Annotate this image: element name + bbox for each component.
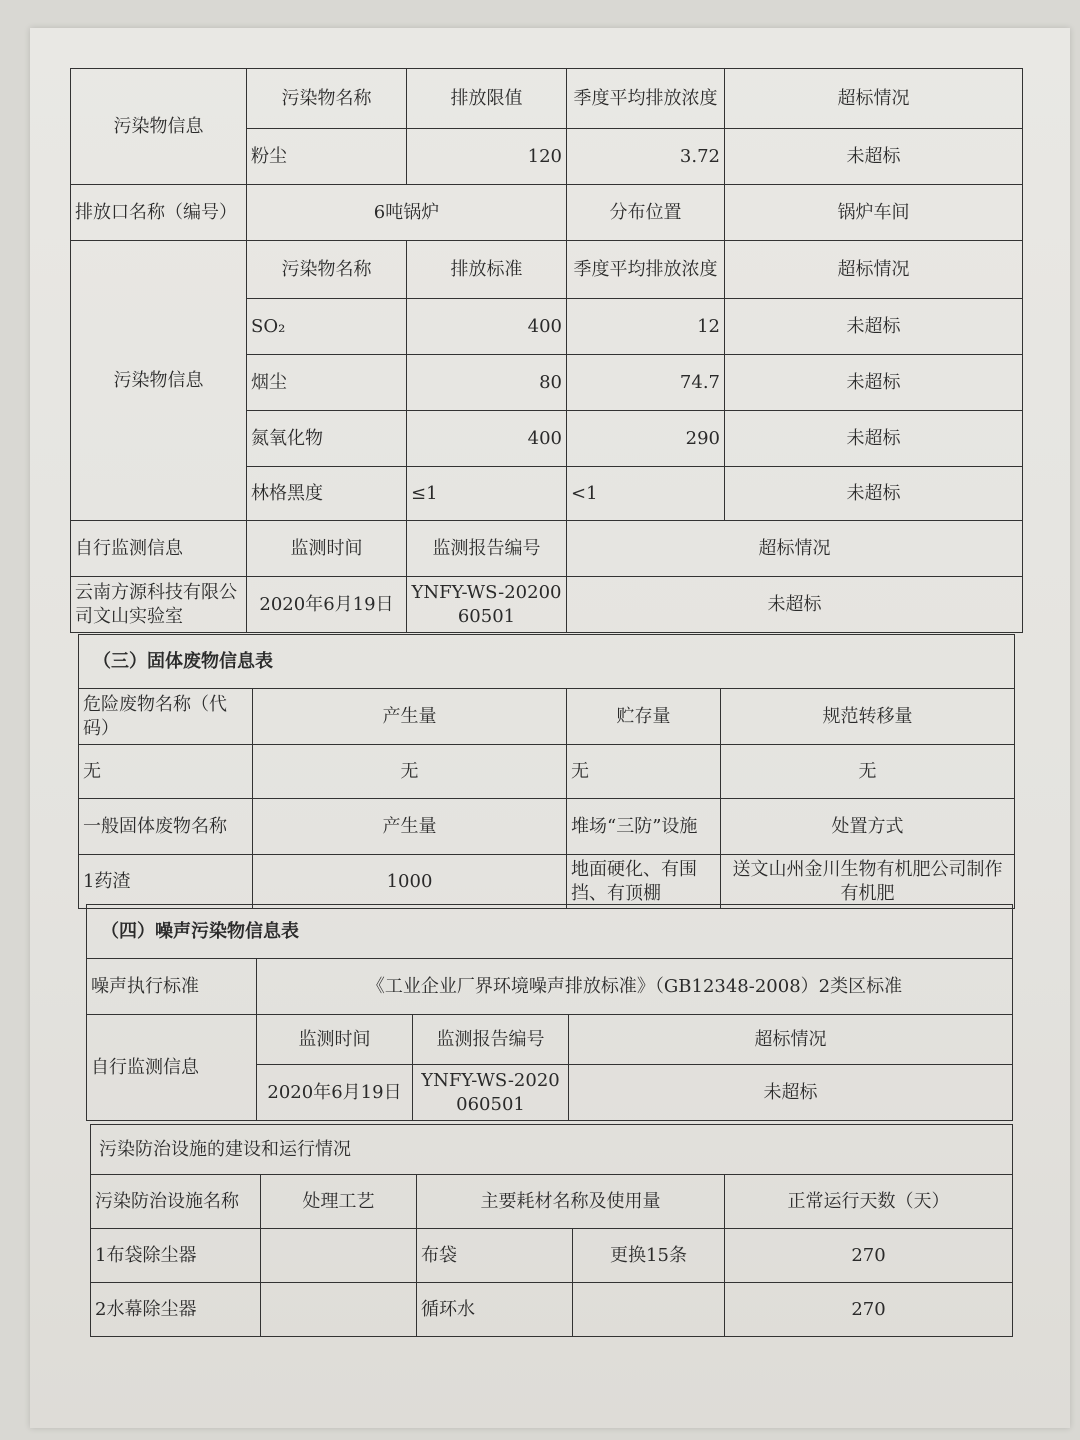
header-monitor-time: 监测时间 [247, 521, 407, 577]
header-limit: 排放限值 [407, 69, 567, 129]
pollutant-name: 烟尘 [247, 355, 407, 411]
exceed-status: 未超标 [569, 1065, 1013, 1121]
facility-name: 1布袋除尘器 [91, 1229, 261, 1283]
emission-standard: ≤1 [407, 467, 567, 521]
exceed-status: 未超标 [725, 299, 1023, 355]
air-emission-table [70, 68, 1023, 633]
facility-usage: 更换15条 [573, 1229, 725, 1283]
facility-material: 循环水 [417, 1283, 573, 1337]
general-waste-name: 1药渣 [79, 855, 253, 909]
quarter-avg: <1 [567, 467, 725, 521]
facility-name: 2水幕除尘器 [91, 1283, 261, 1337]
pollutant-info-label: 污染物信息 [71, 241, 247, 521]
emission-standard: 400 [407, 411, 567, 467]
table-row [79, 745, 1015, 799]
header-output: 产生量 [253, 799, 567, 855]
header-pollutant-name: 污染物名称 [247, 241, 407, 299]
pollutant-name: SO₂ [247, 299, 407, 355]
header-general-waste-name: 一般固体废物名称 [79, 799, 253, 855]
header-quarter-avg: 季度平均排放浓度 [567, 241, 725, 299]
table-row [91, 1283, 1013, 1337]
header-monitor-time: 监测时间 [257, 1015, 413, 1065]
table-row [79, 855, 1015, 909]
monitor-date: 2020年6月19日 [257, 1065, 413, 1121]
exceed-status: 未超标 [725, 411, 1023, 467]
header-process: 处理工艺 [261, 1175, 417, 1229]
section-title-noise: （四）噪声污染物信息表 [87, 905, 1013, 959]
facilities-table [90, 1124, 1013, 1337]
noise-standard-label: 噪声执行标准 [87, 959, 257, 1015]
hazard-transfer: 无 [721, 745, 1015, 799]
operating-days: 270 [725, 1229, 1013, 1283]
disposal-method: 送文山州金川生物有机肥公司制作有机肥 [721, 855, 1015, 909]
emission-standard: 80 [407, 355, 567, 411]
hazard-output: 无 [253, 745, 567, 799]
header-hazard-name: 危险废物名称（代码） [79, 689, 253, 745]
pollutant-info-label: 污染物信息 [71, 69, 247, 185]
location-label: 分布位置 [567, 185, 725, 241]
header-transfer: 规范转移量 [721, 689, 1015, 745]
solid-waste-table [78, 634, 1015, 909]
section-title-solid-waste: （三）固体废物信息表 [79, 635, 1015, 689]
quarter-avg: 12 [567, 299, 725, 355]
exceed-status: 未超标 [725, 129, 1023, 185]
facilities-title: 污染防治设施的建设和运行情况 [91, 1125, 1013, 1175]
header-storage: 贮存量 [567, 689, 721, 745]
facility-usage [573, 1283, 725, 1337]
header-report-no: 监测报告编号 [407, 521, 567, 577]
self-monitoring-label: 自行监测信息 [71, 521, 247, 577]
report-number: YNFY-WS-2020060501 [407, 577, 567, 633]
monitor-date: 2020年6月19日 [247, 577, 407, 633]
facility-process [261, 1283, 417, 1337]
monitor-org: 云南方源科技有限公司文山实验室 [71, 577, 247, 633]
header-operating-days: 正常运行天数（天） [725, 1175, 1013, 1229]
pollutant-name: 林格黑度 [247, 467, 407, 521]
header-pollutant-name: 污染物名称 [247, 69, 407, 129]
noise-table [86, 904, 1013, 1121]
hazard-name: 无 [79, 745, 253, 799]
header-facility-name: 污染防治设施名称 [91, 1175, 261, 1229]
table-row [91, 1229, 1013, 1283]
header-disposal: 处置方式 [721, 799, 1015, 855]
facility-process [261, 1229, 417, 1283]
location-value: 锅炉车间 [725, 185, 1023, 241]
noise-standard: 《工业企业厂界环境噪声排放标准》（GB12348-2008）2类区标准 [257, 959, 1013, 1015]
outlet-label: 排放口名称（编号） [71, 185, 247, 241]
header-standard: 排放标准 [407, 241, 567, 299]
facility-material: 布袋 [417, 1229, 573, 1283]
self-monitoring-label: 自行监测信息 [87, 1015, 257, 1121]
quarter-avg: 74.7 [567, 355, 725, 411]
three-protections: 地面硬化、有围挡、有顶棚 [567, 855, 721, 909]
header-exceed-status: 超标情况 [725, 241, 1023, 299]
exceed-status: 未超标 [567, 577, 1023, 633]
report-number: YNFY-WS-2020060501 [413, 1065, 569, 1121]
quarter-avg: 290 [567, 411, 725, 467]
general-waste-output: 1000 [253, 855, 567, 909]
emission-standard: 400 [407, 299, 567, 355]
header-quarter-avg: 季度平均排放浓度 [567, 69, 725, 129]
exceed-status: 未超标 [725, 467, 1023, 521]
pollutant-name: 粉尘 [247, 129, 407, 185]
header-output: 产生量 [253, 689, 567, 745]
operating-days: 270 [725, 1283, 1013, 1337]
quarter-avg: 3.72 [567, 129, 725, 185]
header-report-no: 监测报告编号 [413, 1015, 569, 1065]
hazard-storage: 无 [567, 745, 721, 799]
outlet-name: 6吨锅炉 [247, 185, 567, 241]
exceed-status: 未超标 [725, 355, 1023, 411]
header-exceed-status: 超标情况 [725, 69, 1023, 129]
header-materials: 主要耗材名称及使用量 [417, 1175, 725, 1229]
header-three-protections: 堆场“三防”设施 [567, 799, 721, 855]
emission-limit: 120 [407, 129, 567, 185]
pollutant-name: 氮氧化物 [247, 411, 407, 467]
header-exceed-status: 超标情况 [569, 1015, 1013, 1065]
header-exceed-status: 超标情况 [567, 521, 1023, 577]
